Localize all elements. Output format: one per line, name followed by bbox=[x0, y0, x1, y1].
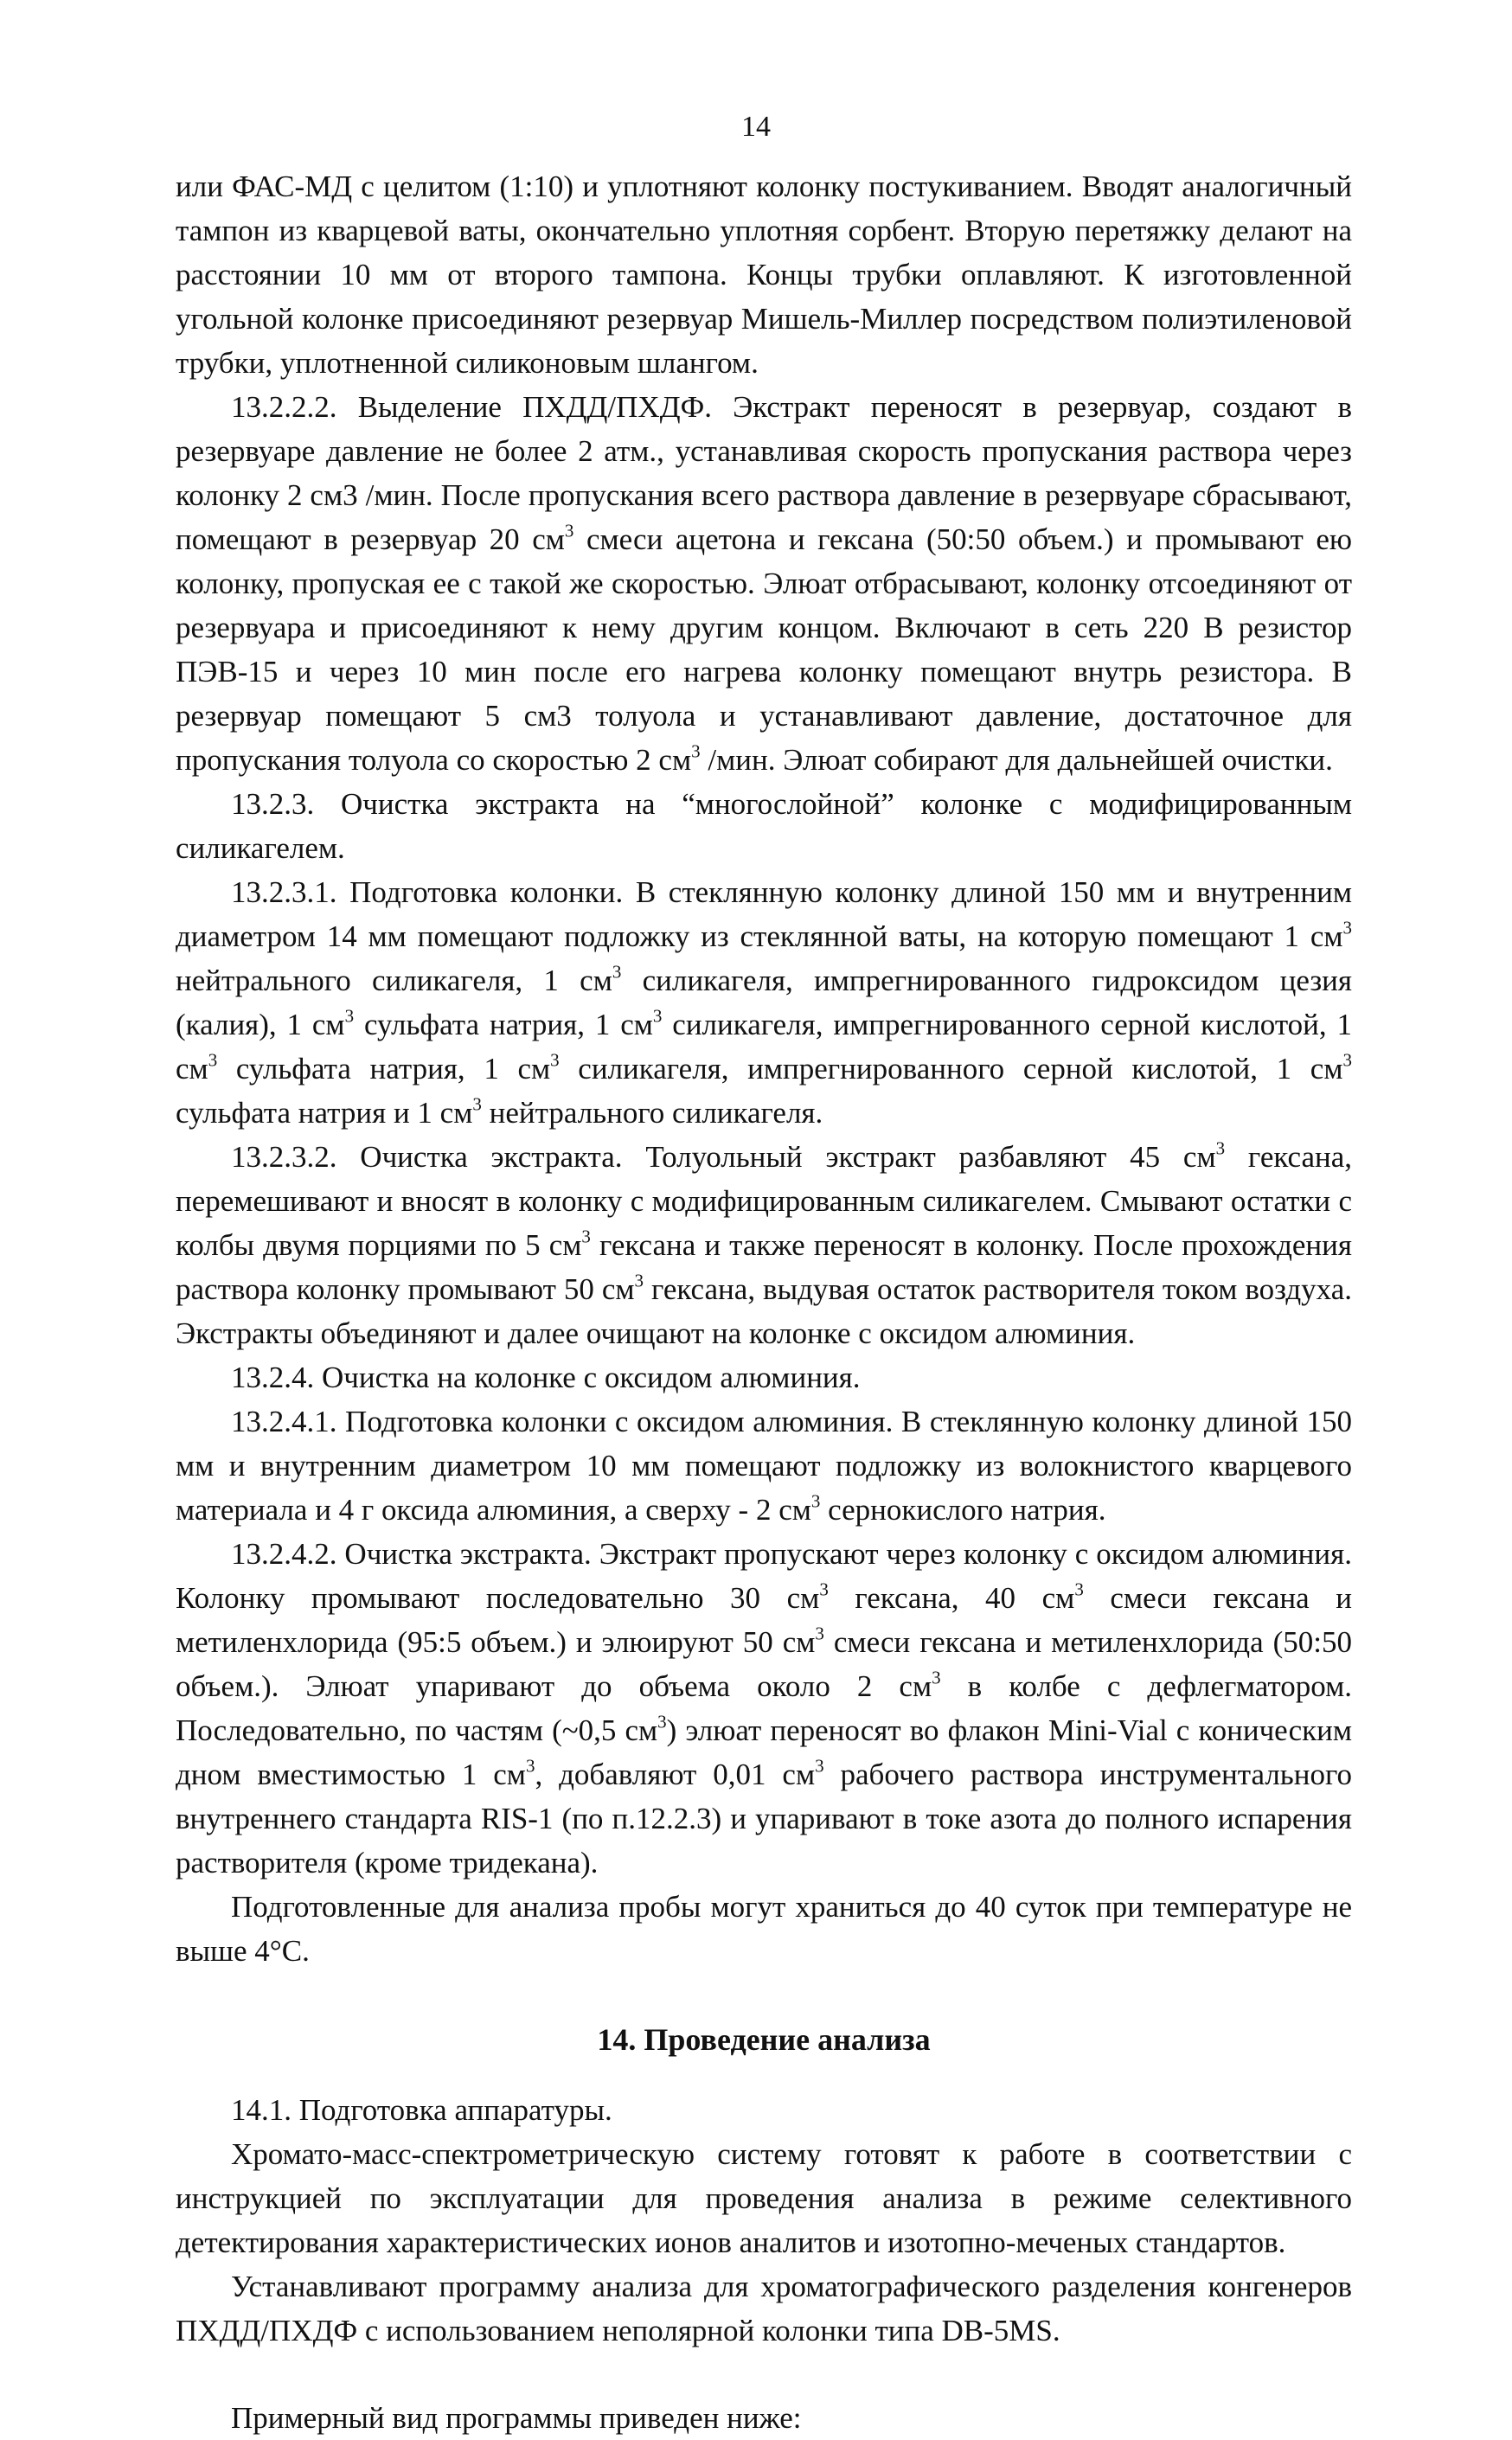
paragraph-13-2-4-2: 13.2.4.2. Очистка экстракта. Экстракт пропускают через колонку с оксидом алюминия. Колонку промывают последовательно 30 $см^3$ гексана, 40 $см^3$ смеси гексана и метиленхлорида (95:5 объем.) и элюируют 50 $см^3$ смеси гексана и метиленхлорида (50:50 объем.). Элюат упаривают до объема около 2 $см^3$ в колбе с дефлегматором. Последовательно, по частям (~0,5 $см^3$) элюат переносят во флакон Mini-Vial с коническим дном вместимостью 1 $см^3$, добавляют 0,01 $см^3$ рабочего раствора инструментального внутреннего стандарта RIS-1 (по п.12.2.3) и упаривают в токе азота до полного испарения растворителя (кроме тридекана). bbox=[176, 1537, 1353, 1880]
paragraph-column-assembly: или ФАС-МД с целитом (1:10) и уплотняют колонку постукиванием. Вводят аналогичный тампон из кварцевой ваты, окончательно уплотняя сорбент. Вторую перетяжку делают на расстоянии 10 мм от второго тампона. Концы трубки оплавляют. К изготовленной угольной колонке присоединяют резервуар Мишель-Миллер посредством полиэтиленовой трубки, уплотненной силиконовым шлангом. bbox=[176, 170, 1352, 380]
paragraph-program: Устанавливают программу анализа для хроматографического разделения конгенеров ПХДД/ПХДФ с использованием неполярной колонки типа DB-5MS. bbox=[176, 2270, 1352, 2347]
paragraph-13-2-4: 13.2.4. Очистка на колонке с оксидом алюминия. bbox=[231, 1361, 861, 1394]
paragraph-example: Примерный вид программы приведен ниже: bbox=[231, 2401, 802, 2435]
paragraph-13-2-3-2: 13.2.3.2. Очистка экстракта. Толуольный экстракт разбавляют 45 $см^3$ гексана, перемешивают и вносят в колонку с модифицированным силикагелем. Смывают остатки с колбы двумя порциями по 5 $см^3$ гексана и также переносят в колонку. После прохождения раствора колонку промывают 50 $см^3$ гексана, выдувая остаток растворителя током воздуха. Экстракты объединяют и далее очищают на колонке с оксидом алюминия. bbox=[176, 1137, 1352, 1350]
paragraph-13-2-3-1: 13.2.3.1. Подготовка колонки. В стеклянную колонку длиной 150 мм и внутренним диаметром 14 мм помещают подложку из стеклянной ваты, на которую помещают 1 $см^3$ нейтрального силикагеля, 1 $см^3$ силикагеля, импрегнированного гидроксидом цезия (калия), 1 $см^3$ сульфата натрия, 1 $см^3$ силикагеля, импрегнированного серной кислотой, 1 $см^3$ сульфата натрия, 1 $см^3$ силикагеля, импрегнированного серной кислотой, 1 $см^3$ сульфата натрия и 1 $см^3$ нейтрального силикагеля. bbox=[176, 875, 1353, 1130]
paragraph-storage: Подготовленные для анализа пробы могут храниться до 40 суток при температуре не выше 4°С. bbox=[176, 1890, 1352, 1968]
paragraph-system-prep: Хромато-масс-спектрометрическую систему готовят к работе в соответствии с инструкцией по эксплуатации для проведения анализа в режиме селективного детектирования характеристических ионов аналитов и изотопно-меченых стандартов. bbox=[176, 2137, 1352, 2259]
section-title: 14. Проведение анализа bbox=[597, 2022, 931, 2057]
paragraph-13-2-4-1: 13.2.4.1. Подготовка колонки с оксидом алюминия. В стеклянную колонку длиной 150 мм и внутренним диаметром 10 мм помещают подложку из волокнистого кварцевого материала и 4 г оксида алюминия, а сверху - 2 $см^3$ сернокислого натрия. bbox=[176, 1405, 1352, 1527]
body-text bbox=[176, 164, 1352, 2440]
paragraph-gap bbox=[176, 2353, 1352, 2396]
paragraph-13-2-2-2: 13.2.2.2. Выделение ПХДД/ПХДФ. Экстракт переносят в резервуар, создают в резервуаре давление не более 2 атм., устанавливая скорость пропускания раствора через колонку 2 см3 /мин. После пропускания всего раствора давление в резервуаре сбрасывают, помещают в резервуар 20 $см^3$ смеси ацетона и гексана (50:50 объем.) и промывают ею колонку, пропуская ее с такой же скоростью. Элюат отбрасывают, колонку отсоединяют от резервуара и присоединяют к нему другим концом. Включают в сеть 220 В резистор ПЭВ-15 и через 10 мин после его нагрева колонку помещают внутрь резистора. В резервуар помещают 5 см3 толуола и устанавливают давление, достаточное для пропускания толуола со скоростью 2 $см^3$ /мин. Элюат собирают для дальнейшей очистки. bbox=[176, 390, 1352, 777]
paragraph-13-2-3: 13.2.3. Очистка экстракта на “многослойной” колонке с модифицированным силикагелем. bbox=[176, 787, 1352, 865]
paragraph-14-1: 14.1. Подготовка аппаратуры. bbox=[231, 2093, 612, 2127]
page-number: 14 bbox=[741, 111, 771, 143]
